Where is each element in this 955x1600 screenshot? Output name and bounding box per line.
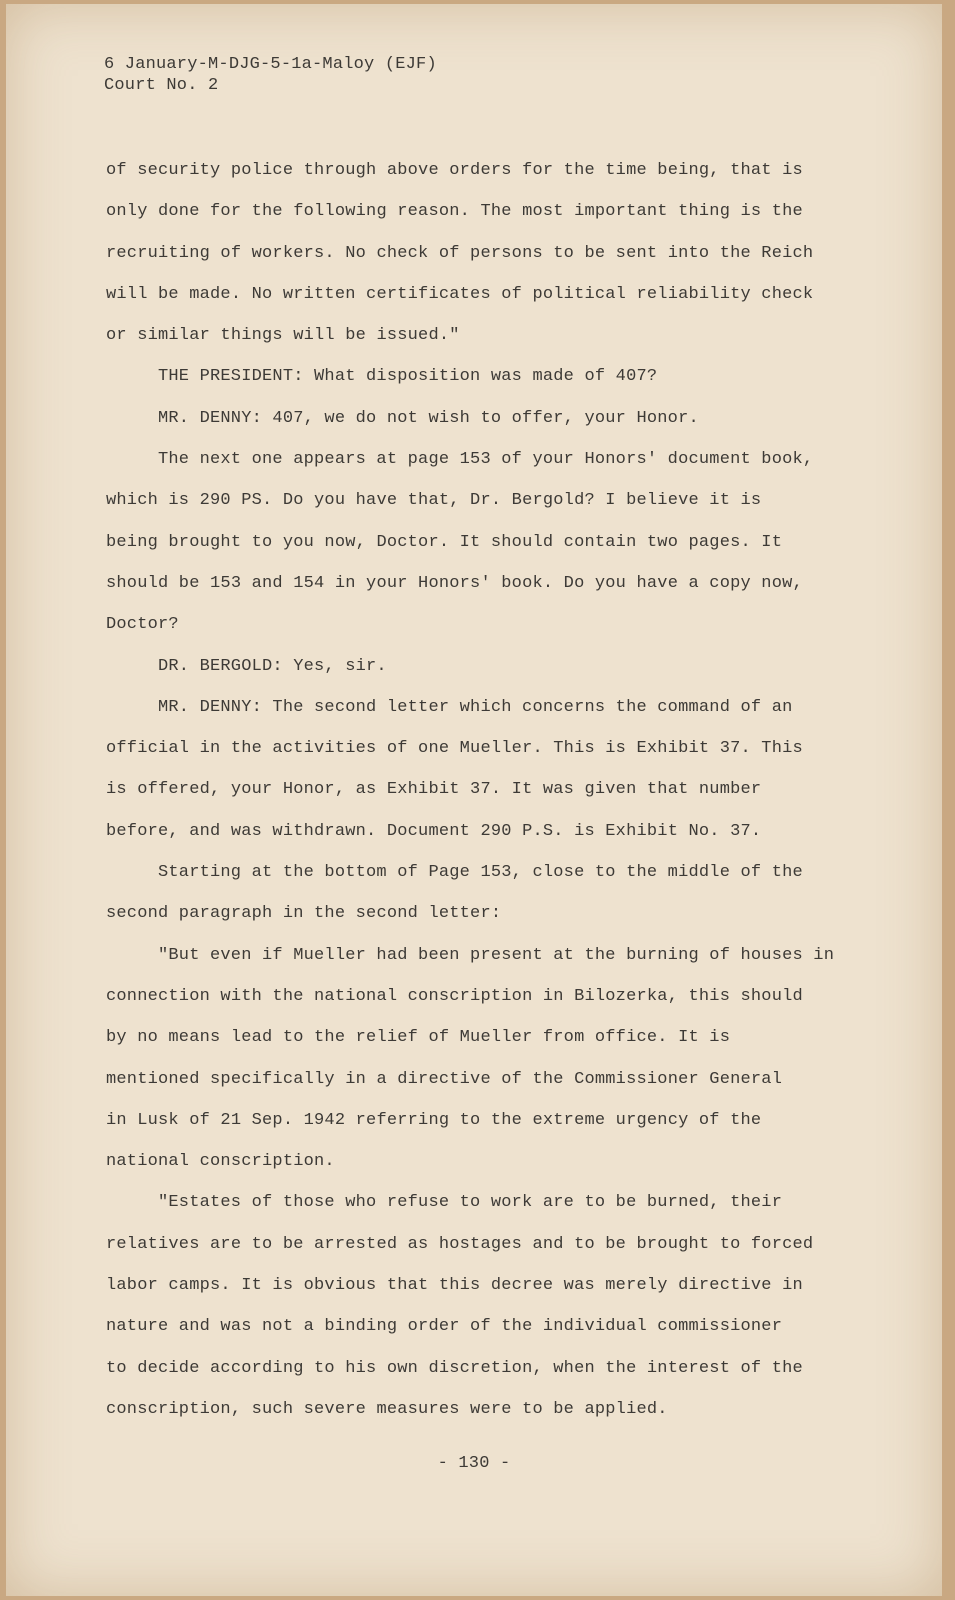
page-number: - 130 - xyxy=(437,1454,511,1473)
transcript-line: Doctor? xyxy=(106,615,179,635)
transcript-line: in Lusk of 21 Sep. 1942 referring to the extreme urgency of the xyxy=(106,1110,762,1130)
transcript-line: only done for the following reason. The most important thing is the xyxy=(106,202,803,222)
transcript-line: nature and was not a binding order of the individual commissioner xyxy=(106,1317,783,1337)
transcript-line: THE PRESIDENT: What disposition was made of 407? xyxy=(158,367,658,387)
transcript-line: "Estates of those who refuse to work are to be burned, their xyxy=(158,1193,783,1213)
transcript-line: labor camps. It is obvious that this decree was merely directive in xyxy=(106,1276,803,1296)
transcript-line: recruiting of workers. No check of persons to be sent into the Reich xyxy=(106,243,814,263)
transcript-line: official in the activities of one Mueller. This is Exhibit 37. This xyxy=(106,739,803,759)
transcript-line: to decide according to his own discretion, when the interest of the xyxy=(106,1358,803,1378)
header-court-line: Court No. 2 xyxy=(104,76,219,95)
transcript-line: will be made. No written certificates of political reliability check xyxy=(106,284,814,304)
transcript-line: The next one appears at page 153 of your Honors' document book, xyxy=(158,450,814,470)
transcript-line: before, and was withdrawn. Document 290 P.S. is Exhibit No. 37. xyxy=(106,821,762,841)
transcript-line: DR. BERGOLD: Yes, sir. xyxy=(158,656,387,676)
transcript-line: conscription, such severe measures were to be applied. xyxy=(106,1399,668,1419)
header-docket-line: 6 January-M-DJG-5-1a-Maloy (EJF) xyxy=(104,55,437,74)
transcript-line: mentioned specifically in a directive of the Commissioner General xyxy=(106,1069,783,1089)
transcript-body xyxy=(106,150,835,1430)
transcript-line: "But even if Mueller had been present at the burning of houses in xyxy=(158,945,835,965)
page-header xyxy=(104,54,437,96)
transcript-line: MR. DENNY: The second letter which concerns the command of an xyxy=(158,697,793,717)
transcript-line: connection with the national conscription in Bilozerka, this should xyxy=(106,986,803,1006)
transcript-line: MR. DENNY: 407, we do not wish to offer, your Honor. xyxy=(158,408,699,428)
transcript-line: should be 153 and 154 in your Honors' book. Do you have a copy now, xyxy=(106,573,803,593)
transcript-line: being brought to you now, Doctor. It should contain two pages. It xyxy=(106,532,783,552)
document-page xyxy=(6,4,942,1596)
transcript-line: or similar things will be issued." xyxy=(106,326,460,346)
transcript-line: second paragraph in the second letter: xyxy=(106,904,502,924)
transcript-line: which is 290 PS. Do you have that, Dr. Bergold? I believe it is xyxy=(106,491,762,511)
transcript-line: Starting at the bottom of Page 153, close to the middle of the xyxy=(158,863,803,883)
transcript-line: national conscription. xyxy=(106,1152,335,1172)
transcript-line: is offered, your Honor, as Exhibit 37. It was given that number xyxy=(106,780,762,800)
transcript-line: by no means lead to the relief of Mueller from office. It is xyxy=(106,1028,731,1048)
transcript-line: of security police through above orders for the time being, that is xyxy=(106,161,803,180)
transcript-line: relatives are to be arrested as hostages and to be brought to forced xyxy=(106,1234,814,1254)
